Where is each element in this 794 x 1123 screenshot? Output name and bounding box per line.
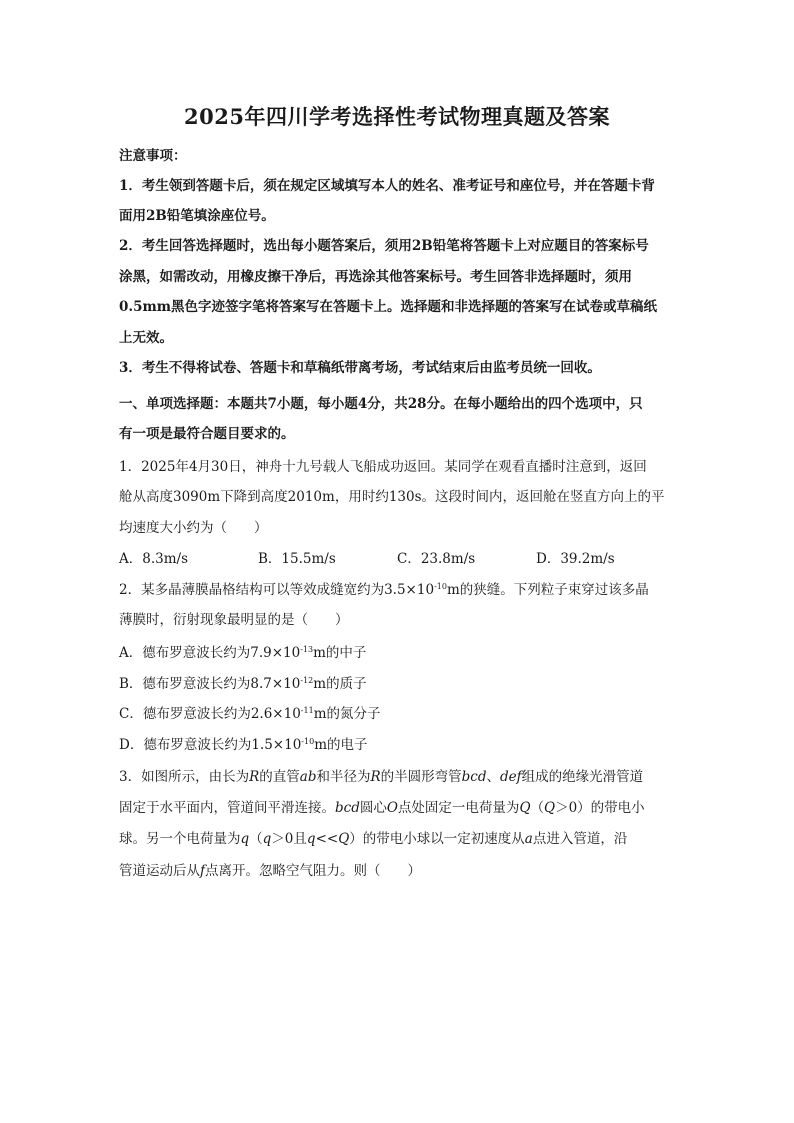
page-title: 2025年四川学考选择性考试物理真题及答案 <box>184 104 610 129</box>
notice-item-1-line-1: 1．考生领到答题卡后，须在规定区域填写本人的姓名、准考证号和座位号，并在答题卡背 <box>119 178 655 194</box>
q3-stem-line-2: 固定于水平面内，管道间平滑连接。bcd圆心O点处固定一电荷量为Q（Q＞0）的带电小 <box>119 800 645 816</box>
notice-item-2-line-4: 上无效。 <box>119 330 173 346</box>
section-heading-line-2: 有一项是最符合题目要求的。 <box>119 426 295 442</box>
q1-option-a: A．8.3m/s <box>119 551 188 567</box>
q3-stem-line-3: 球。另一个电荷量为q（q＞0且q<<Q）的带电小球以一定初速度从a点进入管道，沿 <box>119 831 628 847</box>
q1-option-d: D．39.2m/s <box>536 551 615 567</box>
notice-item-3: 3．考生不得将试卷、答题卡和草稿纸带离考场，考试结束后由监考员统一回收。 <box>119 360 601 376</box>
q1-stem-line-1: 1．2025年4月30日，神舟十九号载人飞船成功返回。某同学在观看直播时注意到，返回 <box>119 459 647 475</box>
q3-stem-line-4: 管道运动后从f点离开。忽略空气阻力。则（ ） <box>119 863 421 879</box>
notice-item-2-line-3: 0.5mm黑色字迹签字笔将答案写在答题卡上。选择题和非选择题的答案写在试卷或草稿纸 <box>119 299 658 315</box>
q1-option-c: C．23.8m/s <box>397 551 476 567</box>
q2-option-d: D．德布罗意波长约为$1.5\times 10^{-10}m$的电子 <box>119 737 368 753</box>
notice-item-2-line-2: 涂黑，如需改动，用橡皮擦干净后，再选涂其他答案标号。考生回答非选择题时，须用 <box>119 269 632 285</box>
q2-option-b: B．德布罗意波长约为$8.7\times 10^{-12}m$的质子 <box>119 676 367 692</box>
q2-stem-line-2: 薄膜时，衍射现象最明显的是（ ） <box>119 612 349 628</box>
q2-option-c: C．德布罗意波长约为$2.6\times 10^{-11}m$的氮分子 <box>119 706 381 722</box>
notice-item-1-line-2: 面用2B铅笔填涂座位号。 <box>119 208 275 224</box>
notice-item-2-line-1: 2．考生回答选择题时，选出每小题答案后，须用2B铅笔将答题卡上对应题目的答案标号 <box>119 238 649 254</box>
notice-heading: 注意事项： <box>119 148 187 164</box>
section-heading-line-1: 一、单项选择题：本题共7小题，每小题4分，共28分。在每小题给出的四个选项中，只 <box>119 396 643 412</box>
q1-option-b: B．15.5m/s <box>258 551 336 567</box>
q3-stem-line-1: 3．如图所示，由长为R的直管ab和半径为R的半圆形弯管bcd、def组成的绝缘光滑管道 <box>119 769 644 785</box>
q2-option-a: A．德布罗意波长约为$7.9\times 10^{-13}m$的中子 <box>119 645 367 661</box>
q2-stem-line-1: 2．某多晶薄膜晶格结构可以等效成缝宽约为$3.5\times 10^{-10}m$的狭缝。下列粒子束穿过该多晶 <box>119 582 649 598</box>
q1-stem-line-2: 舱从高度3090m下降到高度2010m，用时约130s。这段时间内，返回舱在竖直方向上的平 <box>119 489 665 505</box>
q1-stem-line-3: 均速度大小约为（ ） <box>119 520 268 536</box>
